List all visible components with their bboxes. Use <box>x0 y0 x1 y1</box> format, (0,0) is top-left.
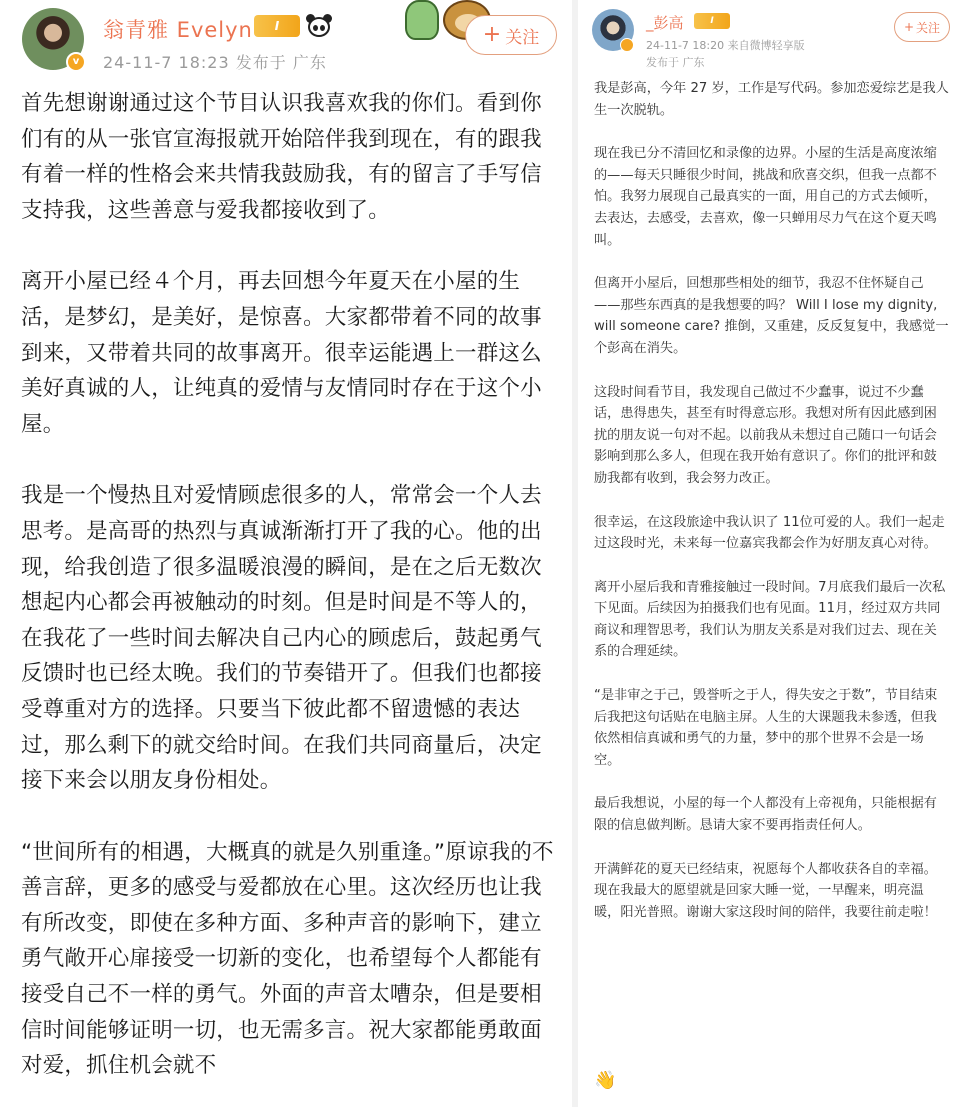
post-paragraph: 但离开小屋后，回想那些相处的细节，我忍不住怀疑自己——那些东西真的是我想要的吗？ Will I lose my dignity, will someone care? 推倒，又重建，反反复复中，我感觉一个彭高在消失。 <box>594 276 949 356</box>
follow-button[interactable] <box>894 12 950 42</box>
follow-label: 关注 <box>916 20 941 35</box>
dinosaur-sticker-icon <box>405 0 439 40</box>
follow-button[interactable] <box>465 15 557 55</box>
author-name[interactable]: 翁青雅 Evelyn <box>103 18 253 42</box>
post-paragraph: “世间所有的相遇，大概真的就是久别重逢。”原谅我的不善言辞，更多的感受与爱都放在心里。这次经历也让我有所改变，即使在多种方面、多种声音的影响下，建立勇气敞开心扉接受一切新的变化，也希望每个人都能有接受自己不一样的勇气。外面的声音太嘈杂，但是要相信时间能够证明一切，也无需多言。祝大家都能勇敢面对爱，抓住机会就不 <box>21 839 554 1079</box>
post-meta: 24-11-7 18:23 发布于 广东 <box>103 53 327 72</box>
post-paragraph: 最后我想说，小屋的每一个人都没有上帝视角，只能根据有限的信息做判断。恳请大家不要再指责任何人。 <box>594 796 937 834</box>
follow-label: 关注 <box>505 27 540 48</box>
plus-icon: + <box>482 22 502 47</box>
verified-icon: v <box>66 52 86 72</box>
post-paragraph: 首先想谢谢通过这个节目认识我喜欢我的你们。看到你们有的从一张官宣海报就开始陪伴我到现在，有的跟我有着一样的性格会来共情我鼓励我，有的留言了手写信支持我，这些善意与爱我都接收到了。 <box>21 91 542 223</box>
post-paragraph: 现在我已分不清回忆和录像的边界。小屋的生活是高度浓缩的——每天只睡很少时间，挑战和欣喜交织，但我一点都不怕。我努力展现自己最真实的一面，用自己的方式去倾听，去表达，去感受，去喜欢，像一只蝉用尽力气在这个夏天鸣叫。 <box>594 146 937 248</box>
verified-icon <box>620 38 634 52</box>
wave-icon: 👋 <box>594 1070 617 1091</box>
vip-badge-icon: I <box>694 13 730 29</box>
post-paragraph: 很幸运，在这段旅途中我认识了 11位可爱的人。我们一起走过这段时光，未来每一位嘉宾我都会作为好朋友真心对待。 <box>594 514 945 552</box>
post-body <box>594 78 950 945</box>
post-paragraph: 离开小屋后我和青雅接触过一段时间。7月底我们最后一次私下见面。后续因为拍摄我们也有见面。11月，经过双方共同商议和理智思考，我们认为朋友关系是对我们过去、现在关系的合理延续。 <box>594 579 946 660</box>
post-paragraph: 我是彭高，今年 27 岁，工作是写代码。参加恋爱综艺是我人生一次脱轨。 <box>594 81 949 118</box>
post-paragraph: “是非审之于己，毁誉听之于人，得失安之于数”，节目结束后我把这句话贴在电脑主屏。人生的大课题我未参透，但我依然相信真诚和勇气的力量，梦中的那个世界不会是一场空。 <box>594 688 938 768</box>
post-location: 发布于 广东 <box>646 56 705 69</box>
vip-badge-icon: I <box>254 15 300 37</box>
post-meta: 24-11-7 18:20 来自微博轻享版 <box>646 39 805 52</box>
right-weibo-post <box>578 0 960 1107</box>
post-paragraph: 这段时间看节目，我发现自己做过不少蠢事，说过不少蠢话，患得患失，甚至有时得意忘形。我想对所有因此感到困扰的朋友说一句对不起。以前我从未想过自己随口一句话会影响到那么多人，但现在我开始有意识了。你们的批评和鼓励我都有收到，我会努力改正。 <box>594 384 937 486</box>
post-paragraph: 我是一个慢热且对爱情顾虑很多的人，常常会一个人去思考。是高哥的热烈与真诚渐渐打开了我的心。他的出现，给我创造了很多温暖浪漫的瞬间，是在之后无数次想起内心都会再被触动的时刻。但是时间是不等人的，在我花了一些时间去解决自己内心的顾虑后，鼓起勇气反馈时也已经太晚。我们的节奏错开了。但我们也都接受尊重对方的选择。只要当下彼此都不留遗憾的表达过，那么剩下的就交给时间。在我们共同商量后，决定接下来会以朋友身份相处。 <box>21 483 542 794</box>
plus-icon: + <box>903 20 915 34</box>
author-badges <box>254 14 332 38</box>
post-paragraph: 开满鲜花的夏天已经结束，祝愿每个人都收获各自的幸福。现在我最大的愿望就是回家大睡一觉，一早醒来，明亮温暖，阳光普照。谢谢大家这段时间的陪伴，我要往前走啦！ <box>594 861 937 920</box>
post-paragraph: 离开小屋已经４个月，再去回想今年夏天在小屋的生活，是梦幻，是美好，是惊喜。大家都带着不同的故事到来，又带着共同的故事离开。很幸运能遇上一群这么美好真诚的人，让纯真的爱情与友情同时存在于这个小屋。 <box>21 269 542 437</box>
panda-icon <box>306 14 332 38</box>
post-body <box>21 86 561 1107</box>
author-name[interactable]: _彭高 <box>646 14 684 32</box>
